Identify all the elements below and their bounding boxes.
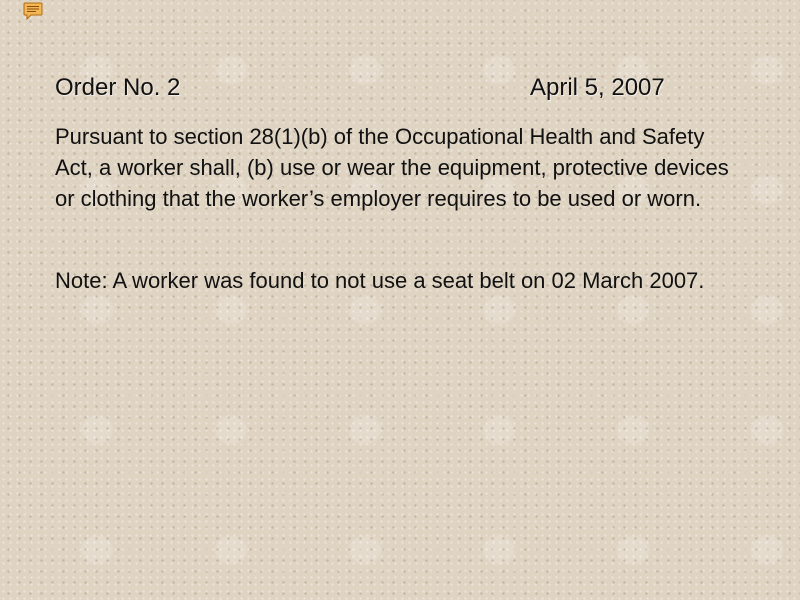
order-number: Order No. 2 [55, 74, 181, 101]
order-date: April 5, 2007 [530, 74, 665, 101]
order-body-paragraph: Pursuant to section 28(1)(b) of the Occupational Health and Safety Act, a worker shall, (b) use or wear the equipment, protective devices or clothing that the worker’s employer requires to be used or worn. [55, 124, 729, 211]
note-paragraph: Note: A worker was found to not use a seat belt on 02 March 2007. [55, 268, 705, 293]
comment-icon[interactable] [23, 2, 43, 20]
